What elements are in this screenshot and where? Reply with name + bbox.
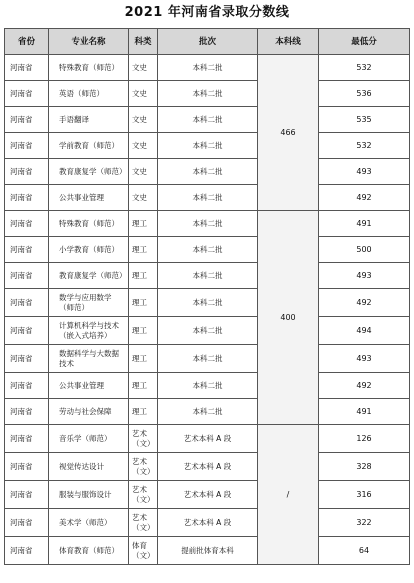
- category-cell: 体育（文）: [129, 537, 158, 565]
- province-cell: 河南省: [5, 373, 49, 399]
- major-cell: 音乐学（师范）: [49, 425, 129, 453]
- category-cell: 文史: [129, 107, 158, 133]
- page-title: 2021 年河南省录取分数线: [124, 5, 290, 20]
- table-row: [5, 289, 410, 317]
- category-cell: 理工: [129, 289, 158, 317]
- min-score-cell: 494: [319, 317, 410, 345]
- province-cell: 河南省: [5, 107, 49, 133]
- min-score-cell: 492: [319, 289, 410, 317]
- province-cell: 河南省: [5, 289, 49, 317]
- category-cell: 文史: [129, 81, 158, 107]
- batch-cell: 本科二批: [158, 317, 258, 345]
- table-row: [5, 159, 410, 185]
- header-baseline: 本科线: [258, 29, 319, 55]
- baseline-cell: /: [258, 425, 319, 565]
- table-row: [5, 211, 410, 237]
- min-score-cell: 493: [319, 345, 410, 373]
- batch-cell: 本科二批: [158, 399, 258, 425]
- province-cell: 河南省: [5, 399, 49, 425]
- header-category: 科类: [129, 29, 158, 55]
- category-cell: 艺术（文）: [129, 425, 158, 453]
- major-cell: 特殊教育（师范）: [49, 55, 129, 81]
- major-cell: 劳动与社会保障: [49, 399, 129, 425]
- baseline-cell: 400: [258, 211, 319, 425]
- category-cell: 艺术（文）: [129, 453, 158, 481]
- batch-cell: 本科二批: [158, 133, 258, 159]
- batch-cell: 提前批体育本科: [158, 537, 258, 565]
- batch-cell: 本科二批: [158, 81, 258, 107]
- province-cell: 河南省: [5, 263, 49, 289]
- category-cell: 文史: [129, 185, 158, 211]
- category-cell: 理工: [129, 237, 158, 263]
- province-cell: 河南省: [5, 133, 49, 159]
- batch-cell: 本科二批: [158, 185, 258, 211]
- table-row: [5, 425, 410, 453]
- category-cell: 艺术（文）: [129, 509, 158, 537]
- major-cell: 服装与服饰设计: [49, 481, 129, 509]
- table-row: [5, 263, 410, 289]
- min-score-cell: 492: [319, 185, 410, 211]
- major-cell: 美术学（师范）: [49, 509, 129, 537]
- table-row: [5, 317, 410, 345]
- min-score-cell: 491: [319, 399, 410, 425]
- table-header-row: [5, 29, 410, 55]
- category-cell: 理工: [129, 373, 158, 399]
- table-row: [5, 399, 410, 425]
- min-score-cell: 536: [319, 81, 410, 107]
- table-row: [5, 373, 410, 399]
- major-cell: 学前教育（师范）: [49, 133, 129, 159]
- province-cell: 河南省: [5, 425, 49, 453]
- table-row: [5, 55, 410, 81]
- province-cell: 河南省: [5, 453, 49, 481]
- major-cell: 教育康复学（师范）: [49, 159, 129, 185]
- category-cell: 文史: [129, 55, 158, 81]
- batch-cell: 本科二批: [158, 107, 258, 133]
- batch-cell: 本科二批: [158, 373, 258, 399]
- table-body: [5, 55, 410, 565]
- province-cell: 河南省: [5, 481, 49, 509]
- min-score-cell: 532: [319, 133, 410, 159]
- table-row: [5, 237, 410, 263]
- min-score-cell: 491: [319, 211, 410, 237]
- header-min-score: 最低分: [319, 29, 410, 55]
- table-row: [5, 481, 410, 509]
- major-cell: 特殊教育（师范）: [49, 211, 129, 237]
- province-cell: 河南省: [5, 185, 49, 211]
- table-row: [5, 509, 410, 537]
- baseline-cell: 466: [258, 55, 319, 211]
- province-cell: 河南省: [5, 55, 49, 81]
- table-row: [5, 537, 410, 565]
- category-cell: 文史: [129, 133, 158, 159]
- major-cell: 公共事业管理: [49, 185, 129, 211]
- category-cell: 文史: [129, 159, 158, 185]
- header-province: 省份: [5, 29, 49, 55]
- min-score-cell: 64: [319, 537, 410, 565]
- min-score-cell: 535: [319, 107, 410, 133]
- batch-cell: 艺术本科 A 段: [158, 425, 258, 453]
- min-score-cell: 532: [319, 55, 410, 81]
- province-cell: 河南省: [5, 509, 49, 537]
- category-cell: 理工: [129, 263, 158, 289]
- major-cell: 教育康复学（师范）: [49, 263, 129, 289]
- min-score-cell: 492: [319, 373, 410, 399]
- batch-cell: 本科二批: [158, 237, 258, 263]
- min-score-cell: 322: [319, 509, 410, 537]
- major-cell: 公共事业管理: [49, 373, 129, 399]
- min-score-cell: 500: [319, 237, 410, 263]
- min-score-cell: 316: [319, 481, 410, 509]
- category-cell: 理工: [129, 211, 158, 237]
- table-row: [5, 185, 410, 211]
- batch-cell: 艺术本科 A 段: [158, 481, 258, 509]
- category-cell: 艺术（文）: [129, 481, 158, 509]
- province-cell: 河南省: [5, 81, 49, 107]
- major-cell: 体育教育（师范）: [49, 537, 129, 565]
- batch-cell: 艺术本科 A 段: [158, 453, 258, 481]
- major-cell: 数学与应用数学（师范）: [49, 289, 129, 317]
- major-cell: 手语翻译: [49, 107, 129, 133]
- major-cell: 视觉传达设计: [49, 453, 129, 481]
- batch-cell: 本科二批: [158, 55, 258, 81]
- table-row: [5, 107, 410, 133]
- min-score-cell: 493: [319, 263, 410, 289]
- province-cell: 河南省: [5, 345, 49, 373]
- header-batch: 批次: [158, 29, 258, 55]
- province-cell: 河南省: [5, 237, 49, 263]
- batch-cell: 艺术本科 A 段: [158, 509, 258, 537]
- category-cell: 理工: [129, 345, 158, 373]
- header-major: 专业名称: [49, 29, 129, 55]
- min-score-cell: 328: [319, 453, 410, 481]
- admission-score-table: [4, 28, 410, 565]
- major-cell: 数据科学与大数据技术: [49, 345, 129, 373]
- province-cell: 河南省: [5, 537, 49, 565]
- province-cell: 河南省: [5, 317, 49, 345]
- major-cell: 小学教育（师范）: [49, 237, 129, 263]
- province-cell: 河南省: [5, 211, 49, 237]
- batch-cell: 本科二批: [158, 289, 258, 317]
- table-row: [5, 81, 410, 107]
- major-cell: 计算机科学与技术（嵌入式培养）: [49, 317, 129, 345]
- table-row: [5, 345, 410, 373]
- min-score-cell: 126: [319, 425, 410, 453]
- major-cell: 英语（师范）: [49, 81, 129, 107]
- province-cell: 河南省: [5, 159, 49, 185]
- category-cell: 理工: [129, 399, 158, 425]
- min-score-cell: 493: [319, 159, 410, 185]
- batch-cell: 本科二批: [158, 263, 258, 289]
- table-row: [5, 133, 410, 159]
- category-cell: 理工: [129, 317, 158, 345]
- batch-cell: 本科二批: [158, 345, 258, 373]
- table-row: [5, 453, 410, 481]
- batch-cell: 本科二批: [158, 159, 258, 185]
- batch-cell: 本科二批: [158, 211, 258, 237]
